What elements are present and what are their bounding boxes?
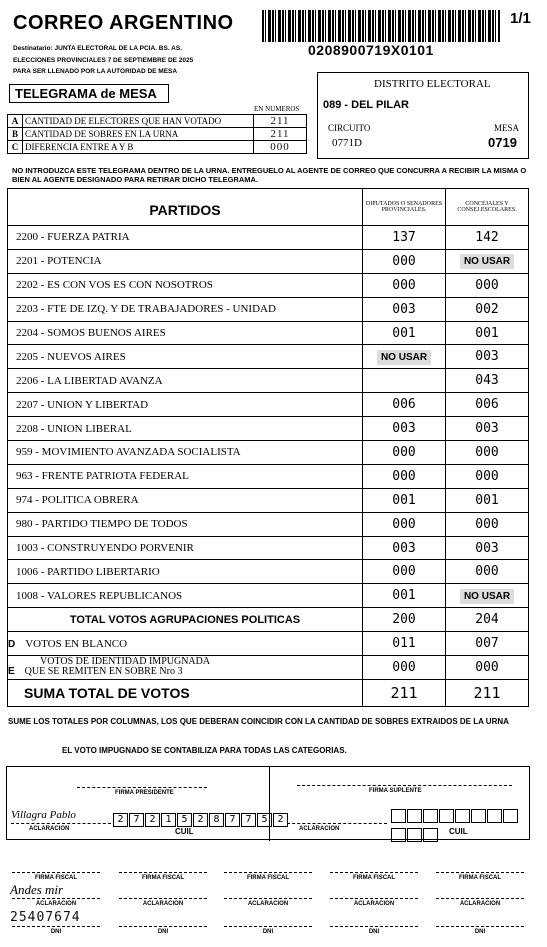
- cuil-digit-box: [455, 809, 470, 823]
- signature-box: [6, 766, 530, 840]
- firma-fiscal-label: FIRMA FISCAL: [458, 875, 502, 881]
- aclaracion-fiscal-label: ACLARACION: [35, 901, 77, 907]
- cuil-digit-box: [503, 809, 518, 823]
- cuil-digit-box: [407, 809, 422, 823]
- page-number: 1/1: [510, 10, 531, 27]
- dni-fiscal-line: [224, 926, 312, 927]
- count-row-c: [8, 141, 307, 154]
- presidente-line: [77, 787, 207, 788]
- instruction-text: NO INTRODUZCA ESTE TELEGRAMA DENTRO DE LA URNA. ENTREGUELO AL AGENTE DE CORREO QUE CONCURRA A RECIBIR LA MISMA O BIEN AL AGENTE DESIGNADO PARA RETIRAR DICHO TELEGRAMA.: [12, 166, 527, 184]
- fiscal-column: [324, 872, 424, 942]
- cuil-digit-box: 7: [225, 813, 240, 827]
- party-votes-concejales: 006: [446, 393, 529, 417]
- party-votes-diputados: 006: [363, 393, 446, 417]
- firma-suplente-label: FIRMA SUPLENTE: [369, 788, 422, 794]
- count-letter: A: [8, 115, 23, 128]
- elections: ELECCIONES PROVINCIALES 7 DE SEPTIEMBRE DE 2025: [13, 57, 194, 64]
- cuil-digit-box: [391, 828, 406, 842]
- party-votes-diputados: 137: [363, 226, 446, 250]
- telegram-label: TELEGRAMA de MESA: [9, 84, 169, 103]
- party-name: 980 - PARTIDO TIEMPO DE TODOS: [8, 512, 363, 536]
- aclaracion-fiscal-label: ACLARACION: [142, 901, 184, 907]
- party-votes-concejales: 003: [446, 536, 529, 560]
- district-box: [317, 72, 529, 159]
- cuil-digit-box: [407, 828, 422, 842]
- cuil-digit-box: [423, 809, 438, 823]
- party-row: [8, 584, 529, 608]
- party-votes-diputados: 001: [363, 584, 446, 608]
- destinatario: Destinatario: JUNTA ELECTORAL DE LA PCIA. BS. AS.: [13, 45, 183, 52]
- count-row-a: [8, 115, 307, 128]
- blank-row: [8, 632, 529, 656]
- cuil-digit-box: 1: [161, 813, 176, 827]
- cuil-digit-box: [423, 828, 438, 842]
- firma-fiscal-label: FIRMA FISCAL: [352, 875, 396, 881]
- party-name: 2205 - NUEVOS AIRES: [8, 345, 363, 369]
- party-votes-diputados: 003: [363, 417, 446, 441]
- party-votes-diputados: [363, 345, 446, 369]
- party-votes-diputados: 000: [363, 512, 446, 536]
- fiscal-column: [218, 872, 318, 942]
- firma-fiscal-line: [119, 872, 207, 873]
- col2-header: CONCEJALES Y CONSEJ.ESCOLARES.: [446, 189, 529, 226]
- firma-fiscal-label: FIRMA FISCAL: [246, 875, 290, 881]
- aclaracion-label-1: ACLARACION: [29, 826, 70, 832]
- total-label: TOTAL VOTOS AGRUPACIONES POLITICAS: [8, 608, 363, 632]
- party-votes-diputados: 001: [363, 321, 446, 345]
- aclaracion-fiscal-label: ACLARACION: [353, 901, 395, 907]
- circuit-label: CIRCUITO: [328, 123, 371, 133]
- party-votes-concejales: 001: [446, 321, 529, 345]
- aclaracion-fiscal-line: [224, 898, 312, 899]
- cuil-digit-box: 7: [241, 813, 256, 827]
- sum-label: SUMA TOTAL DE VOTOS: [8, 679, 363, 706]
- sum-votes-diputados: 211: [363, 679, 446, 706]
- party-votes-concejales: 000: [446, 441, 529, 465]
- dni-fiscal-line: [436, 926, 524, 927]
- party-votes-diputados: 003: [363, 536, 446, 560]
- blank-votes-diputados: 011: [363, 632, 446, 656]
- party-votes-concejales: [446, 249, 529, 273]
- count-label: DIFERENCIA ENTRE A Y B: [23, 141, 254, 154]
- party-row: [8, 321, 529, 345]
- party-name: 2202 - ES CON VOS ES CON NOSOTROS: [8, 273, 363, 297]
- impugnados-row: [8, 656, 529, 680]
- cuil-digit-box: [471, 809, 486, 823]
- aclaracion-fiscal-line: [330, 898, 418, 899]
- cuil-digit-box: 7: [129, 813, 144, 827]
- fiscal-signature: Andes mir: [10, 882, 64, 897]
- party-name: 2207 - UNION Y LIBERTAD: [8, 393, 363, 417]
- dni-fiscal-label: DNI: [474, 929, 486, 935]
- party-row: [8, 560, 529, 584]
- party-row: [8, 369, 529, 393]
- blank-label: VOTOS EN BLANCO: [25, 637, 128, 650]
- party-votes-concejales: 000: [446, 464, 529, 488]
- fiscal-column: [6, 872, 106, 942]
- cuil-digit-box: [391, 809, 406, 823]
- party-row: [8, 488, 529, 512]
- aclaracion-fiscal-line: [12, 898, 100, 899]
- party-votes-concejales: [446, 584, 529, 608]
- no-usar-badge: NO USAR: [460, 589, 514, 604]
- party-row: [8, 273, 529, 297]
- party-votes-diputados: 000: [363, 464, 446, 488]
- header-title: CORREO ARGENTINO: [13, 12, 234, 34]
- cuil-digit-box: 2: [113, 813, 128, 827]
- cuil-digit-box: 2: [273, 813, 288, 827]
- cuil-label-1: CUIL: [175, 827, 194, 836]
- col1-header: DIPUTADOS O SENADORES PROVINCIALES.: [363, 189, 446, 226]
- party-name: 1006 - PARTIDO LIBERTARIO: [8, 560, 363, 584]
- party-votes-diputados: 001: [363, 488, 446, 512]
- count-row-b: [8, 128, 307, 141]
- count-label: CANTIDAD DE ELECTORES QUE HAN VOTADO: [23, 115, 254, 128]
- dni-fiscal-label: DNI: [50, 929, 62, 935]
- cuil-digit-box: 2: [145, 813, 160, 827]
- sum-row: [8, 679, 529, 706]
- mesa-value: 0719: [488, 135, 517, 150]
- imp-cell: [8, 656, 363, 680]
- firma-fiscal-label: FIRMA FISCAL: [34, 875, 78, 881]
- dni-fiscal-label: DNI: [157, 929, 169, 935]
- imp-votes-diputados: 000: [363, 656, 446, 680]
- blank-letter: D: [8, 638, 16, 650]
- dni-fiscal-line: [12, 926, 100, 927]
- party-votes-concejales: 142: [446, 226, 529, 250]
- fill-note: PARA SER LLENADO POR LA AUTORIDAD DE MESA: [13, 68, 178, 75]
- party-name: 2200 - FUERZA PATRIA: [8, 226, 363, 250]
- partidos-header: PARTIDOS: [8, 189, 363, 226]
- count-value: 000: [254, 141, 307, 154]
- district-name: 089 - DEL PILAR: [323, 99, 409, 111]
- barcode: [262, 10, 500, 42]
- party-votes-concejales: 043: [446, 369, 529, 393]
- firma-fiscal-line: [224, 872, 312, 873]
- total-row: [8, 608, 529, 632]
- barcode-text: 0208900719X0101: [308, 42, 434, 58]
- party-name: 2204 - SOMOS BUENOS AIRES: [8, 321, 363, 345]
- no-usar-badge: NO USAR: [377, 350, 431, 365]
- party-row: [8, 417, 529, 441]
- party-votes-concejales: 003: [446, 345, 529, 369]
- firma-fiscal-label: FIRMA FISCAL: [141, 875, 185, 881]
- cuil-digit-box: 5: [257, 813, 272, 827]
- suplente-line: [297, 785, 512, 786]
- party-row: [8, 441, 529, 465]
- party-row: [8, 464, 529, 488]
- signature-divider: [269, 767, 270, 841]
- party-votes-diputados: 000: [363, 249, 446, 273]
- presidente-signature: Villagra Pablo: [11, 809, 76, 821]
- footer-note-1: SUME LOS TOTALES POR COLUMNAS, LOS QUE DEBERAN COINCIDIR CON LA CANTIDAD DE SOBRES EXTRAIDOS DE LA URNA: [8, 717, 509, 726]
- table-header-row: [8, 189, 529, 226]
- footer-note-2: EL VOTO IMPUGNADO SE CONTABILIZA PARA TODAS LAS CATEGORIAS.: [62, 746, 347, 755]
- party-row: [8, 393, 529, 417]
- party-votes-concejales: 000: [446, 273, 529, 297]
- fiscal-column: [113, 872, 213, 942]
- party-votes-diputados: 000: [363, 560, 446, 584]
- presidente-cuil: [113, 809, 289, 827]
- total-votes-concejales: 204: [446, 608, 529, 632]
- party-votes-concejales: 000: [446, 560, 529, 584]
- count-letter: B: [8, 128, 23, 141]
- party-name: 2208 - UNION LIBERAL: [8, 417, 363, 441]
- party-row: [8, 512, 529, 536]
- party-row: [8, 345, 529, 369]
- dni-fiscal-label: DNI: [262, 929, 274, 935]
- firma-fiscal-line: [436, 872, 524, 873]
- party-votes-diputados: 000: [363, 441, 446, 465]
- blank-cell: [8, 632, 363, 656]
- dni-fiscal-line: [119, 926, 207, 927]
- cuil-digit-box: [439, 809, 454, 823]
- party-votes-diputados: [363, 369, 446, 393]
- aclaracion-fiscal-line: [436, 898, 524, 899]
- count-value: 211: [254, 128, 307, 141]
- fiscal-dni: 25407674: [10, 910, 81, 925]
- party-name: 974 - POLITICA OBRERA: [8, 488, 363, 512]
- party-votes-concejales: 003: [446, 417, 529, 441]
- party-name: 963 - FRENTE PATRIOTA FEDERAL: [8, 464, 363, 488]
- party-row: [8, 249, 529, 273]
- imp-label-2: QUE SE REMITEN EN SOBRE Nro 3: [24, 666, 183, 678]
- party-votes-concejales: 001: [446, 488, 529, 512]
- cuil-digit-box: 2: [193, 813, 208, 827]
- party-votes-diputados: 003: [363, 297, 446, 321]
- party-name: 2201 - POTENCIA: [8, 249, 363, 273]
- dni-fiscal-label: DNI: [368, 929, 380, 935]
- mesa-label: MESA: [494, 123, 520, 133]
- cuil-digit-box: 8: [209, 813, 224, 827]
- district-label: DISTRITO ELECTORAL: [374, 78, 491, 90]
- sum-votes-concejales: 211: [446, 679, 529, 706]
- party-votes-concejales: 000: [446, 512, 529, 536]
- count-value: 211: [254, 115, 307, 128]
- parties-table: [7, 188, 529, 707]
- aclaracion-line-2: [287, 823, 387, 824]
- imp-votes-concejales: 000: [446, 656, 529, 680]
- party-name: 2206 - LA LIBERTAD AVANZA: [8, 369, 363, 393]
- party-name: 1008 - VALORES REPUBLICANOS: [8, 584, 363, 608]
- party-row: [8, 226, 529, 250]
- circuit-value: 0771D: [332, 137, 362, 149]
- count-letter: C: [8, 141, 23, 154]
- imp-letter: E: [8, 666, 15, 678]
- blank-votes-concejales: 007: [446, 632, 529, 656]
- party-name: 2203 - FTE DE IZQ. Y DE TRABAJADORES - UNIDAD: [8, 297, 363, 321]
- firma-presidente-label: FIRMA PRESIDENTE: [115, 790, 174, 796]
- firma-fiscal-line: [330, 872, 418, 873]
- cuil-label-2: CUIL: [449, 827, 468, 836]
- aclaracion-fiscal-line: [119, 898, 207, 899]
- firma-fiscal-line: [12, 872, 100, 873]
- party-name: 1003 - CONSTRUYENDO PORVENIR: [8, 536, 363, 560]
- dni-fiscal-line: [330, 926, 418, 927]
- party-name: 959 - MOVIMIENTO AVANZADA SOCIALISTA: [8, 441, 363, 465]
- party-votes-concejales: 002: [446, 297, 529, 321]
- en-numeros-label: EN NUMEROS: [254, 105, 300, 113]
- aclaracion-fiscal-label: ACLARACION: [459, 901, 501, 907]
- cuil-digit-box: 5: [177, 813, 192, 827]
- count-label: CANTIDAD DE SOBRES EN LA URNA: [23, 128, 254, 141]
- party-row: [8, 536, 529, 560]
- party-row: [8, 297, 529, 321]
- aclaracion-fiscal-label: ACLARACION: [247, 901, 289, 907]
- no-usar-badge: NO USAR: [460, 254, 514, 269]
- aclaracion-label-2: ACLARACION: [299, 826, 340, 832]
- total-votes-diputados: 200: [363, 608, 446, 632]
- imp-label-1: VOTOS DE IDENTIDAD IMPUGNADA: [40, 656, 211, 668]
- cuil-digit-box: [487, 809, 502, 823]
- counts-table: [7, 114, 307, 154]
- aclaracion-line-1: [11, 823, 111, 824]
- party-votes-diputados: 000: [363, 273, 446, 297]
- fiscal-column: [430, 872, 530, 942]
